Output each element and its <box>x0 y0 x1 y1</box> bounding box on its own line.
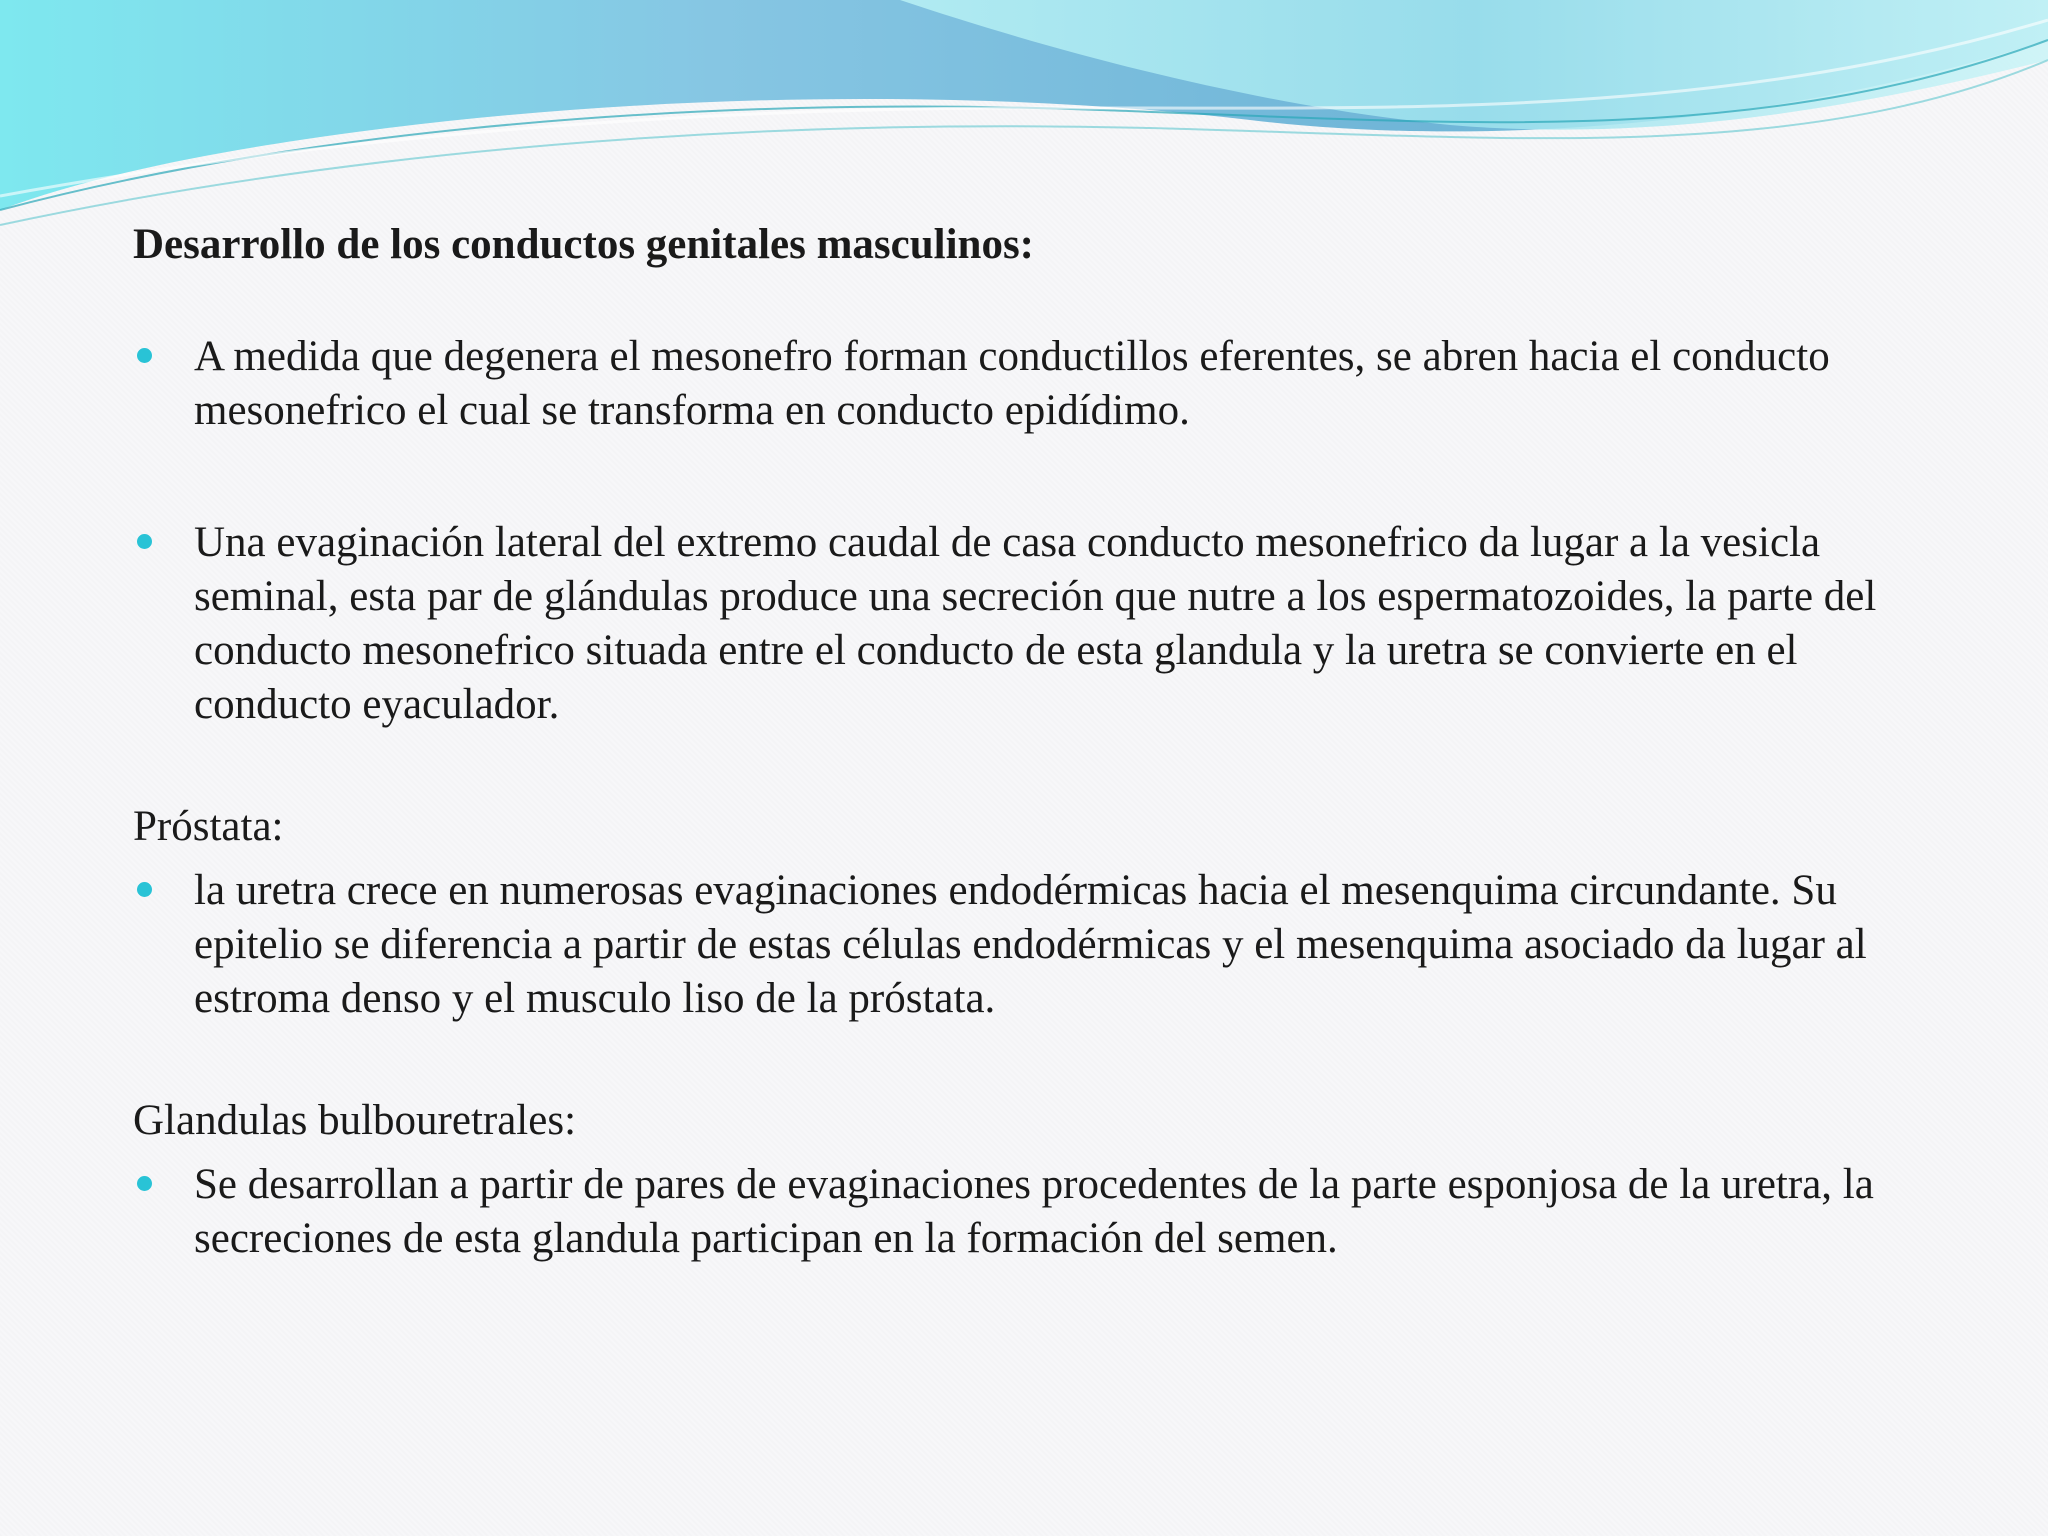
section-label-glandulas: Glandulas bulbouretrales: <box>133 1097 577 1144</box>
bullet-item <box>133 516 1923 732</box>
bullet-text: Una evaginación lateral del extremo caudal de casa conducto mesonefrico da lugar a la vesicla seminal, esta par de glándulas produce una secreción que nutre a los espermatozoides, la parte del conducto mesonefrico situada entre el conducto de esta glandula y la uretra se convierte en el conducto eyaculador. <box>194 519 1877 728</box>
bullet-dot-icon <box>137 348 152 363</box>
section-label-prostata: Próstata: <box>133 803 284 850</box>
bullet-dot-icon <box>137 534 152 549</box>
bullet-dot-icon <box>137 1176 152 1191</box>
slide-title: Desarrollo de los conductos genitales masculinos: <box>133 221 1035 268</box>
bullet-text: la uretra crece en numerosas evaginaciones endodérmicas hacia el mesenquima circundante. Su epitelio se diferencia a partir de estas células endodérmicas y el mesenquima asociado da lugar al estroma denso y el musculo liso de la próstata. <box>194 867 1867 1022</box>
bullet-item <box>133 1158 1923 1266</box>
bullet-item <box>133 330 1923 438</box>
bullet-item <box>133 864 1923 1026</box>
bullet-dot-icon <box>137 882 152 897</box>
header-wave-decoration <box>0 0 2048 240</box>
bullet-text: A medida que degenera el mesonefro forman conductillos eferentes, se abren hacia el conducto mesonefrico el cual se transforma en conducto epidídimo. <box>194 333 1830 434</box>
bullet-text: Se desarrollan a partir de pares de evaginaciones procedentes de la parte esponjosa de la uretra, la secreciones de esta glandula participan en la formación del semen. <box>194 1161 1874 1262</box>
slide-content <box>133 218 1923 1266</box>
